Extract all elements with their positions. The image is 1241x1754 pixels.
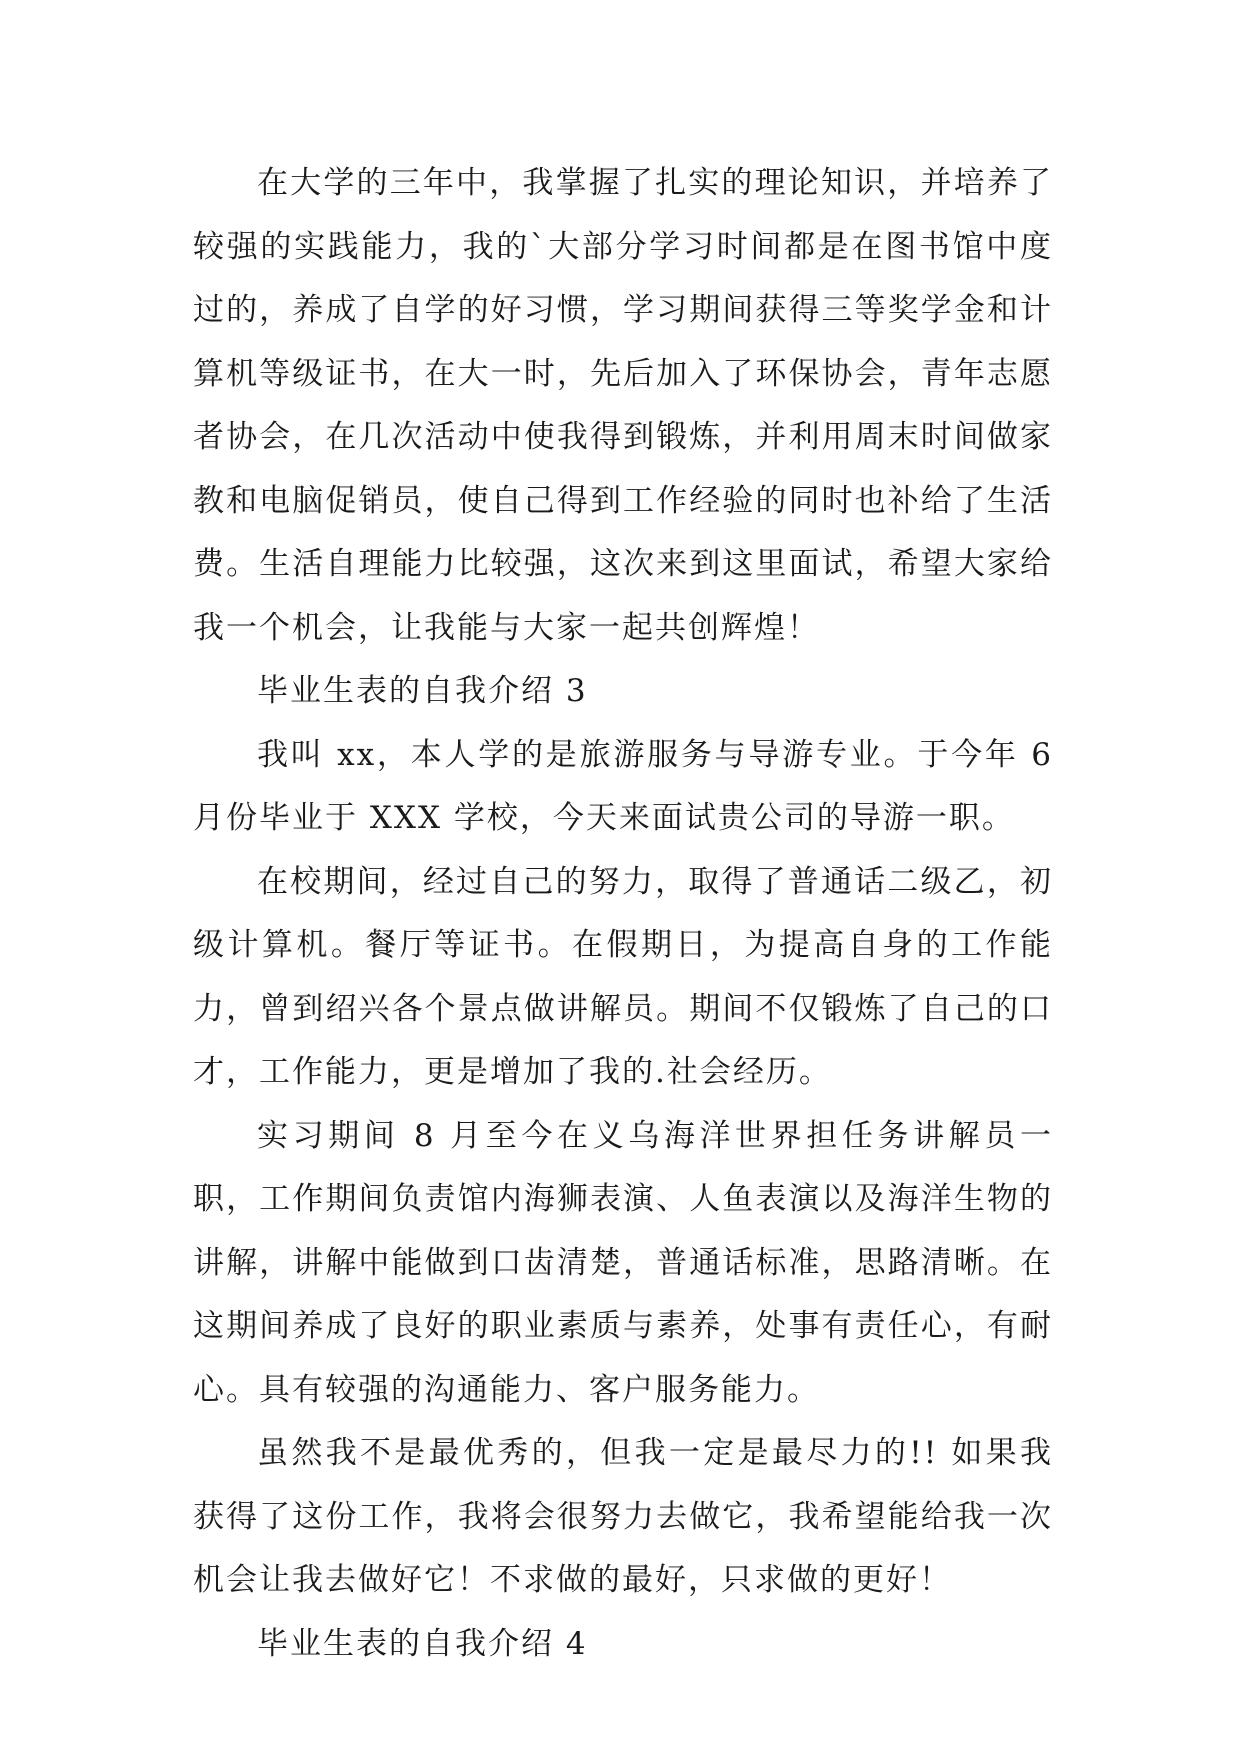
paragraph-university-experience: 在大学的三年中，我掌握了扎实的理论知识，并培养了较强的实践能力，我的`大部分学习时间都是在图书馆中度过的，养成了自学的好习惯，学习期间获得三等奖学金和计算机等级证书，在大一时，先后加入了环保协会，青年志愿者协会，在几次活动中使我得到锻炼，并利用周末时间做家教和电脑促销员，使自己得到工作经验的同时也补给了生活费。生活自理能力比较强，这次来到这里面试，希望大家给我一个机会，让我能与大家一起共创辉煌！ [193, 165, 1053, 646]
section-heading-3: 毕业生表的自我介绍 3 [257, 673, 588, 709]
paragraph-closing: 虽然我不是最优秀的，但我一定是最尽力的!! 如果我获得了这份工作，我将会很努力去做它，我希望能给我一次机会让我去做好它！不求做的最好，只求做的更好！ [193, 1435, 1053, 1598]
document-body [193, 152, 1053, 1676]
paragraph-school-period: 在校期间，经过自己的努力，取得了普通话二级乙，初级计算机。餐厅等证书。在假期日，为提高自身的工作能力，曾到绍兴各个景点做讲解员。期间不仅锻炼了自己的口才，工作能力，更是增加了我的.社会经历。 [193, 863, 1053, 1090]
section-heading-4: 毕业生表的自我介绍 4 [257, 1625, 588, 1662]
paragraph-intro: 我叫 xx，本人学的是旅游服务与导游专业。于今年 6 月份毕业于 XXX 学校，今天来面试贵公司的导游一职。 [193, 736, 1053, 836]
paragraph-internship: 实习期间 8 月至今在义乌海洋世界担任务讲解员一职，工作期间负责馆内海狮表演、人鱼表演以及海洋生物的讲解，讲解中能做到口齿清楚，普通话标准，思路清晰。在这期间养成了良好的职业素质与素养，处事有责任心，有耐心。具有较强的沟通能力、客户服务能力。 [193, 1117, 1053, 1408]
